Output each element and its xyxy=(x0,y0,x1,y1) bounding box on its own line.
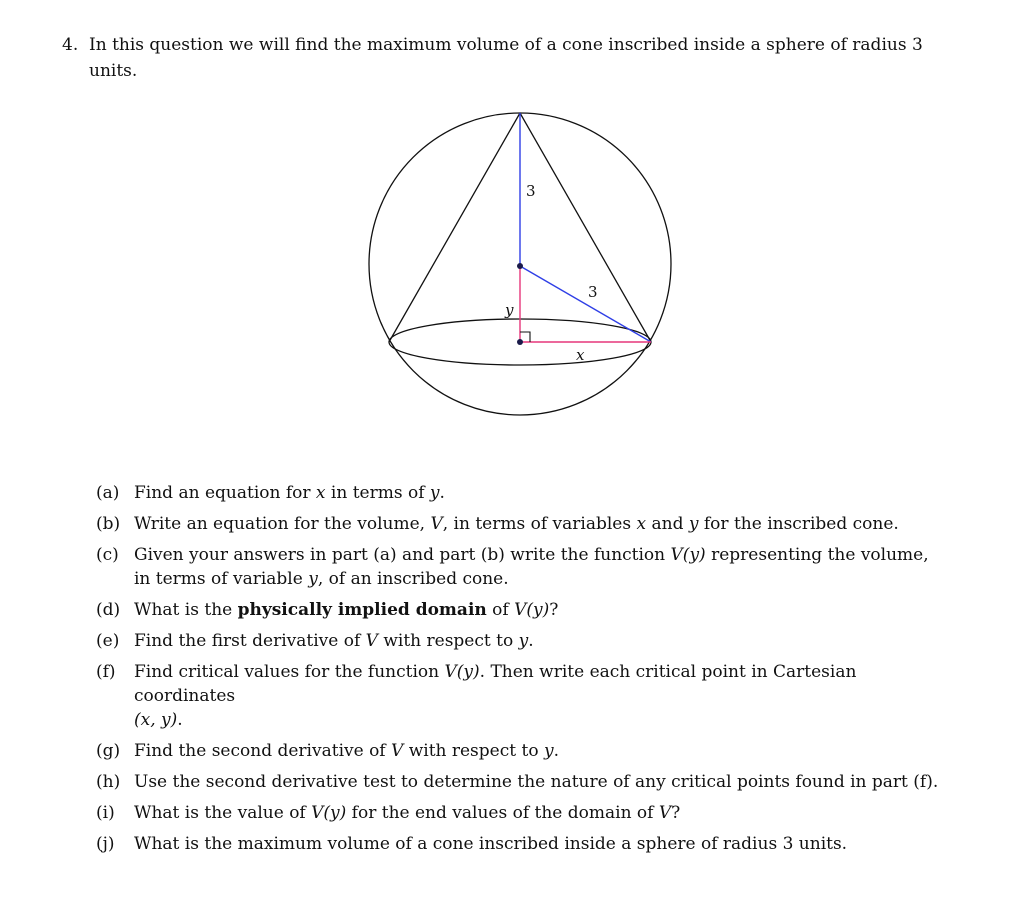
blue-radius-segment xyxy=(520,266,651,342)
question-text-line1: In this question we will find the maximum volume of a cone inscribed inside a sphere of radius 3 xyxy=(89,35,923,55)
question-parts-list xyxy=(96,481,956,863)
label-y: y xyxy=(505,301,514,319)
label-x: x xyxy=(576,346,585,364)
part-b: (b) Write an equation for the volume, V, in terms of variables x and y for the inscribed cone. xyxy=(96,514,899,534)
question-text-line2: units. xyxy=(89,61,138,81)
label-slant-3: 3 xyxy=(588,283,598,301)
cone-left-edge xyxy=(389,113,520,342)
figure-svg xyxy=(360,104,680,424)
part-e: (e) Find the first derivative of V with respect to y. xyxy=(96,631,534,651)
cone-in-sphere-figure xyxy=(360,104,680,424)
question-header xyxy=(62,32,962,84)
part-a: (a) Find an equation for x in terms of y. xyxy=(96,483,445,503)
part-g: (g) Find the second derivative of V with respect to y. xyxy=(96,741,559,761)
part-c: (c) Given your answers in part (a) and part (b) write the function V(y) representing the volume, in terms of variable y, of an inscribed cone. xyxy=(96,545,929,589)
part-i: (i) What is the value of V(y) for the end values of the domain of V? xyxy=(96,803,681,823)
part-h: (h) Use the second derivative test to determine the nature of any critical points found in part (f). xyxy=(96,772,939,792)
label-height-3: 3 xyxy=(526,182,536,200)
part-d: (d) What is the physically implied domain of V(y)? xyxy=(96,600,559,620)
sphere-center-point xyxy=(517,263,523,269)
cone-right-edge xyxy=(520,113,651,342)
question-number: 4. xyxy=(62,35,79,55)
part-f: (f) Find critical values for the function V(y). Then write each critical point in Cartesian coordinates (x, y). xyxy=(96,662,857,730)
part-j: (j) What is the maximum volume of a cone inscribed inside a sphere of radius 3 units. xyxy=(96,834,848,854)
base-center-point xyxy=(517,339,523,345)
